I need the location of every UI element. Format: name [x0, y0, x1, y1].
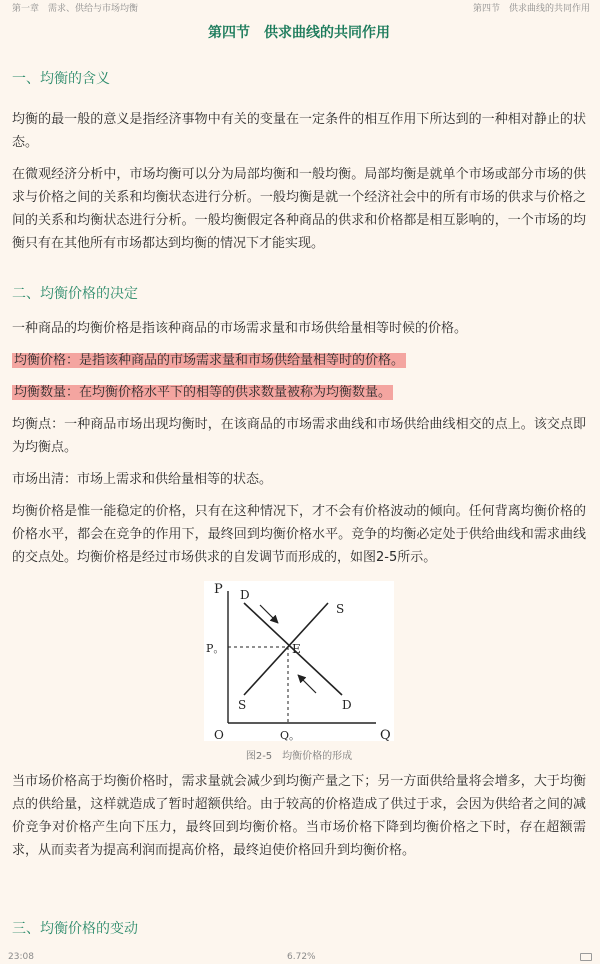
paragraph: 在微观经济分析中，市场均衡可以分为局部均衡和一般均衡。局部均衡是就单个市场或部分市场的供求与价格之间的关系和均衡状态进行分析。一般均衡是就一个经济社会中的所有市场的供求与价格之间的关系和均衡状态进行分析。一般均衡假定各种商品的供求和价格都是相互影响的，一个市场的均衡只有在其他所有市场都达到均衡的情况下才能实现。 — [12, 167, 586, 251]
paragraph: 一种商品的均衡价格是指该种商品的市场需求量和市场供给量相等时候的价格。 — [12, 321, 468, 336]
heading-equilibrium-price: 二、均衡价格的决定 — [12, 286, 138, 302]
clock: 23:08 — [8, 952, 34, 962]
equilibrium-point-label: E — [292, 642, 301, 656]
battery-icon — [580, 953, 592, 961]
heading-equilibrium-meaning: 一、均衡的含义 — [12, 71, 110, 87]
paragraph: 当市场价格高于均衡价格时，需求量就会减少到均衡产量之下；另一方面供给量将会增多，大于均衡点的供给量，这样就造成了暂时超额供给。由于较高的价格造成了供过于求，会因为供给者之间的减价竞争对价格产生向下压力，最终回到均衡价格。当市场价格下降到均衡价格之下时，存在超额需求，从而卖者为提高利润而提高价格，最终迫使价格回升到均衡价格。 — [12, 774, 586, 858]
paragraph: 均衡价格是惟一能稳定的价格，只有在这种情况下，才不会有价格波动的倾向。任何背离均衡价格的价格水平，都会在竞争的作用下，最终回到均衡价格水平。竞争的均衡必定处于供给曲线和需求曲线的交点处。均衡价格是经过市场供求的自发调节而形成的，如图2-5所示。 — [12, 504, 586, 565]
supply-demand-diagram — [204, 581, 394, 741]
running-head — [0, 0, 600, 14]
supply-label-top: S — [336, 602, 345, 616]
page-title: 第四节 供求曲线的共同作用 — [208, 25, 390, 41]
q-axis-label: Q — [380, 728, 391, 741]
reading-progress: 6.72% — [287, 952, 316, 962]
figure-caption: 图2-5 均衡价格的形成 — [245, 751, 353, 762]
section-running-title: 第四节 供求曲线的共同作用 — [472, 4, 590, 14]
paragraph: 均衡的最一般的意义是指经济事物中有关的变量在一定条件的相互作用下所达到的一种相对静止的状态。 — [12, 112, 586, 150]
pe-label: P。 — [206, 642, 225, 655]
p-axis-label: P — [214, 582, 223, 597]
heading-equilibrium-change: 三、均衡价格的变动 — [12, 921, 138, 937]
paragraph: 市场出清：市场上需求和供给量相等的状态。 — [12, 472, 273, 487]
supply-label-bottom: S — [238, 698, 247, 712]
origin-label: O — [214, 728, 224, 741]
highlighted-definition — [12, 381, 586, 404]
demand-label-bottom: D — [342, 698, 352, 712]
paragraph: 均衡点：一种商品市场出现均衡时，在该商品的市场需求曲线和市场供给曲线相交的点上。该交点即为均衡点。 — [12, 417, 586, 455]
highlighted-definition — [12, 349, 586, 372]
page-content — [12, 20, 586, 958]
arrow-lower-right — [298, 675, 316, 693]
demand-label-top: D — [240, 588, 250, 602]
chapter-title: 第一章 需求、供给与市场均衡 — [12, 4, 139, 14]
status-bar — [0, 950, 600, 964]
supply-curve — [244, 603, 328, 695]
qe-label: Q。 — [280, 729, 301, 741]
highlight[interactable]: 均衡数量：在均衡价格水平下的相等的供求数量被称为均衡数量。 — [14, 385, 392, 400]
figure-2-5 — [12, 581, 586, 762]
highlight[interactable]: 均衡价格：是指该种商品的市场需求量和市场供给量相等时的价格。 — [14, 353, 405, 368]
